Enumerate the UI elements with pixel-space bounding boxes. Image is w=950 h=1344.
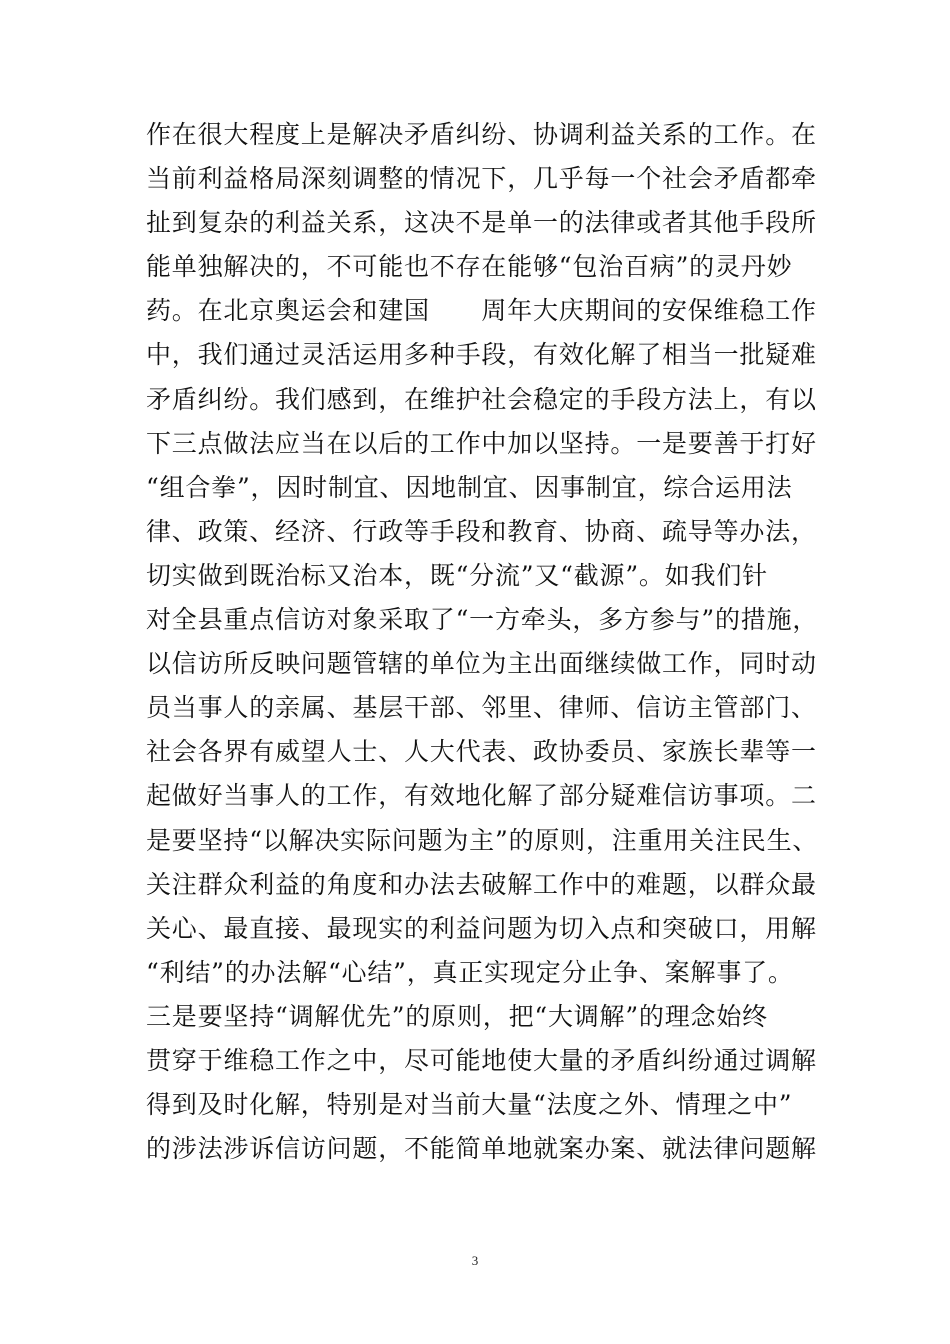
text-line: 以信访所反映问题管辖的单位为主出面继续做工作，同时动: [146, 649, 817, 679]
text-line: 员当事人的亲属、基层干部、邻里、律师、信访主管部门、: [146, 693, 817, 723]
text-line: 关心、最直接、最现实的利益问题为切入点和突破口，用解: [146, 913, 817, 943]
text-line: 起做好当事人的工作，有效地化解了部分疑难信访事项。二: [146, 781, 817, 811]
text-line: 切实做到既治标又治本，既“分流”又“截源”。如我们针: [146, 560, 768, 590]
text-line: 矛盾纠纷。我们感到，在维护社会稳定的手段方法上，有以: [146, 384, 817, 414]
text-line: 社会各界有威望人士、人大代表、政协委员、家族长辈等一: [146, 737, 817, 767]
text-line: 是要坚持“以解决实际问题为主”的原则，注重用关注民生、: [146, 825, 819, 855]
text-line: 作在很大程度上是解决矛盾纠纷、协调利益关系的工作。在: [146, 120, 817, 149]
text-line: 三是要坚持“调解优先”的原则，把“大调解”的理念始终: [146, 1001, 768, 1031]
text-line: 得到及时化解，特别是对当前大量“法度之外、情理之中”: [146, 1090, 793, 1120]
text-line: 的涉法涉诉信访问题，不能简单地就案办案、就法律问题解: [146, 1134, 817, 1164]
text-line: 对全县重点信访对象采取了“一方牵头，多方参与”的措施，: [146, 605, 819, 635]
page-number: 3: [471, 1253, 479, 1268]
text-line: 下三点做法应当在以后的工作中加以坚持。一是要善于打好: [146, 428, 817, 458]
text-line: 律、政策、经济、行政等手段和教育、协商、疏导等办法，: [146, 516, 817, 546]
text-line: “利结”的办法解“心结”，真正实现定分止争、案解事了。: [146, 957, 794, 987]
text-line: 贯穿于维稳工作之中，尽可能地使大量的矛盾纠纷通过调解: [146, 1045, 817, 1075]
text-line: 关注群众利益的角度和办法去破解工作中的难题，以群众最: [146, 869, 817, 899]
text-line: 能单独解决的，不可能也不存在能够“包治百病”的灵丹妙: [146, 252, 793, 282]
text-line: 中，我们通过灵活运用多种手段，有效化解了相当一批疑难: [146, 340, 817, 370]
text-line: 当前利益格局深刻调整的情况下，几乎每一个社会矛盾都牵: [146, 164, 817, 194]
body-text: [146, 113, 826, 1171]
text-line: “组合拳”，因时制宜、因地制宜、因事制宜，综合运用法: [146, 472, 793, 502]
text-line: 扯到复杂的利益关系，这决不是单一的法律或者其他手段所: [146, 208, 817, 238]
text-line: 药。在北京奥运会和建国 周年大庆期间的安保维稳工作: [146, 296, 817, 326]
